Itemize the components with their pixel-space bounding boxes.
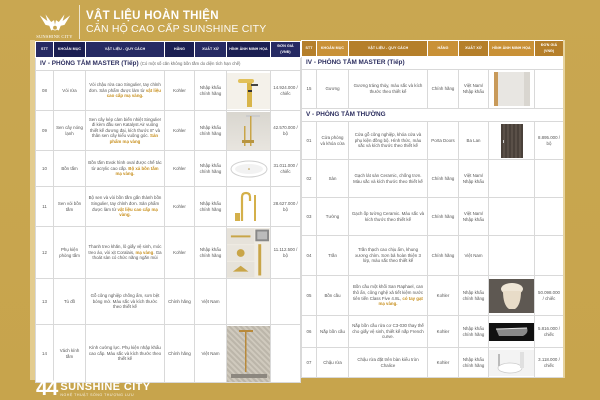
row-item: Sen vòi bồn tắm	[54, 187, 86, 227]
right-table-edge	[563, 40, 565, 378]
row-price	[271, 279, 301, 325]
row-spec: Gạch lát sàn Ceramic, chống trơn. Màu sắc và kích thước theo thiết kế	[349, 160, 428, 198]
footer-tagline: NGHỆ THUẬT SỐNG THƯỢNG LƯU	[60, 393, 135, 397]
row-item: Sen cây nóng lạnh	[54, 111, 86, 151]
row-stt: 06	[302, 316, 317, 348]
table-row	[302, 316, 564, 348]
glass-shower-icon	[227, 326, 270, 382]
row-spec: Trần thạch cao chịu ẩm, khung xương chìm. Sơn bả hoàn thiện 3 lớp, màu sắc theo thiết kế	[349, 236, 428, 276]
table-row	[36, 187, 301, 227]
table-row	[36, 151, 301, 187]
col-header-stt: STT	[302, 41, 317, 57]
row-image	[227, 151, 271, 187]
table-row	[302, 160, 564, 198]
row-image	[489, 70, 535, 109]
row-origin: Nhập khẩu chính hãng	[195, 151, 227, 187]
page-subtitle: CĂN HỘ CAO CẤP SUNSHINE CITY	[86, 22, 267, 35]
row-spec: Cửa gỗ công nghiệp, khóa cửa và phụ kiện đồng bộ. Hình thức, màu sắc và kích thước theo thiết kế	[349, 122, 428, 160]
row-image	[227, 187, 271, 227]
row-item: Tủ đồ	[54, 279, 86, 325]
row-stt: 10	[36, 151, 54, 187]
gold-faucet-icon	[227, 73, 270, 109]
row-item: Chậu rửa	[317, 348, 349, 378]
col-header-price: ĐƠN GIÁ (VNĐ)	[271, 42, 301, 58]
row-image	[489, 348, 535, 378]
gold-tub-filler-icon	[227, 189, 270, 225]
spec-text: Bồn tắm Evok hình oval được chế tác từ acrylic cao cấp.	[88, 160, 162, 171]
row-item: Sàn	[317, 160, 349, 198]
table-row	[36, 111, 301, 151]
row-image	[489, 122, 535, 160]
spec-highlight: vật liệu cao cấp mạ vàng.	[117, 206, 158, 218]
row-origin: Nhập khẩu chính hãng	[195, 71, 227, 111]
row-price	[535, 70, 564, 109]
row-price: 31.011.000 / chiếc	[271, 151, 301, 187]
row-price	[535, 236, 564, 276]
row-stt: 15	[302, 70, 317, 109]
row-item: Tường	[317, 198, 349, 236]
row-brand: Kohler	[428, 316, 459, 348]
row-item: Nắp bồn cầu	[317, 316, 349, 348]
oval-bathtub-icon	[227, 159, 270, 179]
row-item: Phụ kiện phòng tắm	[54, 227, 86, 279]
row-stt: 03	[302, 198, 317, 236]
row-item: Vách kính tắm	[54, 325, 86, 383]
row-origin: Việt Nam	[195, 279, 227, 325]
toilet-icon	[489, 279, 534, 313]
row-brand: Kohler	[165, 111, 195, 151]
col-header-brand: HÃNG	[165, 42, 195, 58]
row-item: Vòi rửa	[54, 71, 86, 111]
row-price: 42.570.000 / bộ	[271, 111, 301, 151]
row-spec	[86, 71, 165, 111]
row-spec	[86, 111, 165, 151]
row-image	[227, 111, 271, 151]
col-header-stt: STT	[36, 42, 54, 58]
row-brand: Chính hãng	[165, 325, 195, 383]
row-brand: Porta Doors	[428, 122, 459, 160]
row-image	[489, 160, 535, 198]
sunshine-city-logo	[36, 5, 80, 39]
section-row	[302, 109, 564, 122]
row-brand: Kohler	[165, 151, 195, 187]
row-stt: 12	[36, 227, 54, 279]
row-origin: Nhập khẩu chính hãng	[195, 227, 227, 279]
section-title-text: IV - PHÒNG TẮM MASTER (Tiếp)	[40, 60, 139, 68]
spec-highlight: mạ vàng	[135, 249, 154, 255]
materials-table-right	[301, 40, 564, 378]
spec-text: Bộ sen và vòi bồn tắm gắn thành bồn Singulier, tay chỉnh đơn. Sản phẩm được làm từ	[88, 195, 162, 212]
row-price: 8.895.000 / bộ	[535, 122, 564, 160]
row-brand: Chính hãng	[428, 198, 459, 236]
row-stt: 01	[302, 122, 317, 160]
page-title: VẬT LIỆU HOÀN THIỆN	[86, 9, 219, 22]
row-price: 14.924.000 / chiếc	[271, 71, 301, 111]
row-brand: Kohler	[165, 71, 195, 111]
section-title	[36, 58, 301, 71]
row-item: Bồn cầu	[317, 276, 349, 316]
row-image	[227, 279, 271, 325]
bidet-seat-icon	[489, 323, 534, 341]
table-row	[302, 276, 564, 316]
footer-brand	[60, 382, 150, 398]
page-number: 44	[36, 377, 58, 400]
spec-text-after: . Ga thoát sàn có chức năng ngăn mùi	[92, 249, 162, 261]
spec-text: Bồn cầu một khối San Raphael, can thô ẩn, công nghệ xả tiết kiệm nước tiên tiến Class Five 4.8L,	[352, 284, 424, 301]
row-spec: Gỗ công nghiệp chống ẩm, sơn bệt bóng mờ. Màu sắc và kích thước theo thiết kế	[86, 279, 165, 325]
row-item: Bồn tắm	[54, 151, 86, 187]
spec-text: Vòi chậu rửa cao Singulier, tay chỉnh đơn. Sản phẩm được làm từ	[89, 82, 161, 93]
row-origin: Nhập khẩu chính hãng	[195, 187, 227, 227]
title-block	[86, 10, 266, 35]
table-row	[36, 279, 301, 325]
row-stt: 13	[36, 279, 54, 325]
row-spec	[86, 151, 165, 187]
row-price: 50.098.000 / chiếc	[535, 276, 564, 316]
row-origin: Nhập khẩu chính hãng	[195, 111, 227, 151]
row-brand: Chính hãng	[428, 236, 459, 276]
row-origin: Việt Nam/ Nhập khẩu	[459, 198, 489, 236]
row-spec	[86, 227, 165, 279]
section-row	[302, 57, 564, 70]
spec-text: Thanh treo khăn, lô giấy vệ sinh, móc treo áo, vòi xịt Coralais,	[88, 244, 162, 255]
row-origin: Ba Lan	[459, 122, 489, 160]
row-brand: Kohler	[165, 227, 195, 279]
row-origin: Việt Nam/ Nhập khẩu	[459, 70, 489, 109]
row-origin: Việt Nam/ Nhập khẩu	[459, 160, 489, 198]
table-row	[302, 348, 564, 378]
row-spec: Kính cường lực. Phụ kiện nhập khẩu cao cấp. Màu sắc và kích thước theo thiết kế	[86, 325, 165, 383]
row-brand: Kohler	[428, 276, 459, 316]
row-item: Cửa phòng và khóa cửa	[317, 122, 349, 160]
col-header-price: ĐƠN GIÁ (VNĐ)	[535, 41, 564, 57]
row-brand: Chính hãng	[428, 70, 459, 109]
row-stt: 05	[302, 276, 317, 316]
spec-highlight: Sản phẩm mạ vàng	[109, 133, 159, 144]
table-row	[302, 70, 564, 109]
spec-highlight: có tay gạt mạ vàng.	[378, 295, 423, 307]
bath-accessories-icon	[227, 228, 270, 278]
row-image	[227, 325, 271, 383]
pegasus-logo-icon	[36, 11, 74, 33]
row-spec: Nắp bồn cầu rửa cơ C3-030 thay thế cho giấy vệ sinh, thiết kế nắp French curve.	[349, 316, 428, 348]
row-spec: Gương tráng thủy, màu sắc và kích thước theo thiết kế	[349, 70, 428, 109]
spec-highlight: vật liệu cao cấp mạ vàng.	[106, 87, 161, 99]
row-image	[489, 198, 535, 236]
col-header-image: HÌNH ẢNH MINH HỌA	[227, 42, 271, 58]
section-title: V - PHÒNG TẮM THƯỜNG	[302, 109, 564, 122]
row-image	[227, 71, 271, 111]
table-row	[36, 227, 301, 279]
footer-brand-name: SUNSHINE CITY	[60, 381, 151, 393]
row-stt: 09	[36, 111, 54, 151]
row-stt: 11	[36, 187, 54, 227]
row-origin: Việt Nam	[195, 325, 227, 383]
row-spec	[349, 276, 428, 316]
table-header-row	[302, 41, 564, 57]
col-header-item: KHOẢN MỤC	[54, 42, 86, 58]
row-image	[489, 316, 535, 348]
row-spec	[86, 187, 165, 227]
row-brand: Chính hãng	[165, 279, 195, 325]
row-image	[489, 276, 535, 316]
row-image	[489, 236, 535, 276]
row-price: 5.816.000 / chiếc	[535, 316, 564, 348]
spec-text: Sen cây kép cảm biến nhiệt Singulier đi kèm đầu sen Katalyst Air vuông thiết kế đương đại, kích thước 8" và thân sen cây kiểu vuông góc.	[88, 116, 162, 139]
round-basin-icon	[489, 350, 534, 376]
table-row	[302, 122, 564, 160]
row-stt: 02	[302, 160, 317, 198]
row-spec: Chậu rửa đặt trên bàn kiểu tròn Chalice	[349, 348, 428, 378]
col-header-item: KHOẢN MỤC	[317, 41, 349, 57]
row-brand: Chính hãng	[428, 160, 459, 198]
row-stt: 07	[302, 348, 317, 378]
row-price	[271, 325, 301, 383]
mirror-icon	[489, 70, 534, 108]
logo-text: SUNSHINE CITY	[36, 34, 73, 39]
row-stt: 14	[36, 325, 54, 383]
row-item: Gương	[317, 70, 349, 109]
row-brand: Kohler	[165, 187, 195, 227]
col-header-brand: HÃNG	[428, 41, 459, 57]
row-origin: Nhập khẩu chính hãng	[459, 276, 489, 316]
row-price: 3.118.000 / chiếc	[535, 348, 564, 378]
row-image	[227, 227, 271, 279]
row-price	[535, 160, 564, 198]
wood-door-icon	[489, 124, 534, 158]
table-row	[302, 198, 564, 236]
col-header-spec: VẬT LIỆU - QUY CÁCH	[86, 42, 165, 58]
table-row	[36, 325, 301, 383]
col-header-origin: XUẤT XỨ	[195, 42, 227, 58]
row-price	[535, 198, 564, 236]
spec-highlight: Bộ xả bồn tắm mạ vàng.	[115, 165, 159, 177]
row-brand: Kohler	[428, 348, 459, 378]
section-title: IV - PHÒNG TẮM MASTER (Tiếp)	[302, 57, 564, 70]
shower-column-icon	[227, 112, 270, 150]
row-stt: 08	[36, 71, 54, 111]
row-price: 11.112.500 / bộ	[271, 227, 301, 279]
col-header-spec: VẬT LIỆU - QUY CÁCH	[349, 41, 428, 57]
row-item: Trần	[317, 236, 349, 276]
row-stt: 04	[302, 236, 317, 276]
section-row	[36, 58, 301, 71]
section-note: (Có một số căn không bồn tắm do diện tích hạn chế)	[140, 61, 241, 67]
row-price: 28.627.000 / bộ	[271, 187, 301, 227]
page-header	[36, 3, 266, 41]
row-spec: Gạch ốp tường Ceramic. Màu sắc và kích thước theo thiết kế	[349, 198, 428, 236]
page-footer	[36, 377, 151, 400]
row-origin: Nhập khẩu chính hãng	[459, 348, 489, 378]
col-header-image: HÌNH ẢNH MINH HỌA	[489, 41, 535, 57]
table-row	[302, 236, 564, 276]
row-origin: Nhập khẩu chính hãng	[459, 316, 489, 348]
materials-table-left	[35, 41, 301, 383]
table-header-row	[36, 42, 301, 58]
row-origin: Việt Nam	[459, 236, 489, 276]
col-header-origin: XUẤT XỨ	[459, 41, 489, 57]
table-row	[36, 71, 301, 111]
